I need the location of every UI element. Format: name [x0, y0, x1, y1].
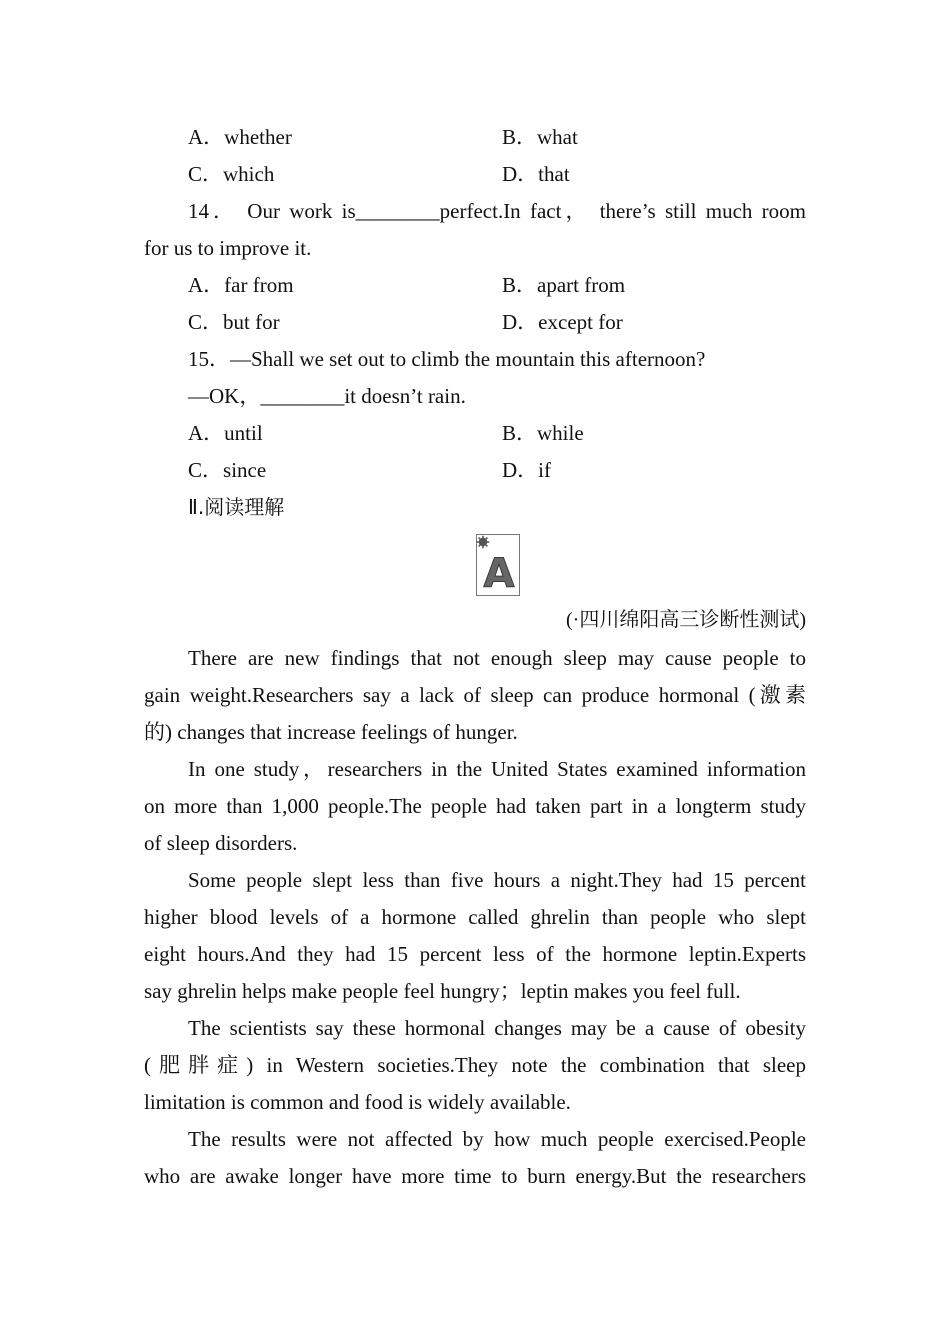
option-text: since — [223, 458, 267, 482]
option-letter: C． — [188, 458, 224, 482]
passage-line: say ghrelin helps make people feel hungry；leptin makes you feel full. — [144, 979, 741, 1003]
q14-option-c — [188, 309, 280, 335]
q13-option-b — [502, 124, 578, 150]
q14-stem-line1: 14． Our work is________perfect.In fact， there’s still much room — [188, 199, 806, 223]
passage-line: gain weight.Researchers say a lack of sleep can produce hormonal (激素 — [144, 683, 806, 707]
passage-line: who are awake longer have more time to burn energy.But the researchers — [144, 1164, 806, 1188]
option-text: what — [537, 125, 578, 149]
q15-option-d — [502, 457, 551, 483]
option-letter: D． — [502, 162, 539, 186]
q15-option-b — [502, 420, 584, 446]
gear-icon — [477, 536, 489, 548]
q13-option-c — [188, 161, 274, 187]
q14-option-a — [188, 272, 294, 298]
q13-option-a — [188, 124, 292, 150]
option-letter: B． — [502, 273, 538, 297]
passage-line: The results were not affected by how much people exercised.People — [188, 1127, 806, 1151]
option-letter: C． — [188, 310, 224, 334]
passage-line: eight hours.And they had 15 percent less of the hormone leptin.Experts — [144, 942, 806, 966]
q13-option-d — [502, 161, 570, 187]
option-text: but for — [223, 310, 280, 334]
option-letter: D． — [502, 458, 539, 482]
passage-source: (·四川绵阳高三诊断性测试) — [566, 609, 806, 631]
option-text: except for — [538, 310, 623, 334]
q15-stem-line1: 15．—Shall we set out to climb the mountain this afternoon? — [188, 347, 706, 371]
passage-line: on more than 1,000 people.The people had taken part in a longterm study — [144, 794, 806, 818]
option-text: which — [223, 162, 275, 186]
q15-stem-line2: —OK，________it doesn’t rain. — [188, 384, 466, 408]
passage-line: higher blood levels of a hormone called ghrelin than people who slept — [144, 905, 806, 929]
option-letter: A． — [188, 421, 225, 445]
passage-line: of sleep disorders. — [144, 831, 298, 855]
q14-option-d — [502, 309, 623, 335]
option-text: if — [538, 458, 551, 482]
option-text: apart from — [537, 273, 626, 297]
option-letter: D． — [502, 310, 539, 334]
passage-line: There are new findings that not enough sleep may cause people to — [188, 646, 806, 670]
option-letter: A． — [188, 273, 225, 297]
passage-line: limitation is common and food is widely available. — [144, 1090, 571, 1114]
passage-a-logo — [476, 534, 520, 596]
option-letter: C． — [188, 162, 224, 186]
passage-line: The scientists say these hormonal changes may be a cause of obesity — [188, 1016, 806, 1040]
option-text: whether — [224, 125, 292, 149]
q14-option-b — [502, 272, 625, 298]
option-letter: A． — [188, 125, 225, 149]
option-text: that — [538, 162, 570, 186]
passage-line: Some people slept less than five hours a night.They had 15 percent — [188, 868, 806, 892]
passage-line: (肥胖症) in Western societies.They note the combination that sleep — [144, 1053, 806, 1077]
logo-letter: A — [483, 551, 515, 595]
section-heading: Ⅱ.阅读理解 — [188, 495, 285, 519]
q14-stem-line2: for us to improve it. — [144, 236, 312, 260]
passage-line: In one study，researchers in the United States examined information — [188, 757, 806, 781]
q15-option-c — [188, 457, 266, 483]
option-text: until — [224, 421, 263, 445]
q15-option-a — [188, 420, 263, 446]
option-text: far from — [224, 273, 294, 297]
option-text: while — [537, 421, 584, 445]
option-letter: B． — [502, 421, 538, 445]
option-letter: B． — [502, 125, 538, 149]
passage-line: 的) changes that increase feelings of hunger. — [144, 720, 518, 744]
